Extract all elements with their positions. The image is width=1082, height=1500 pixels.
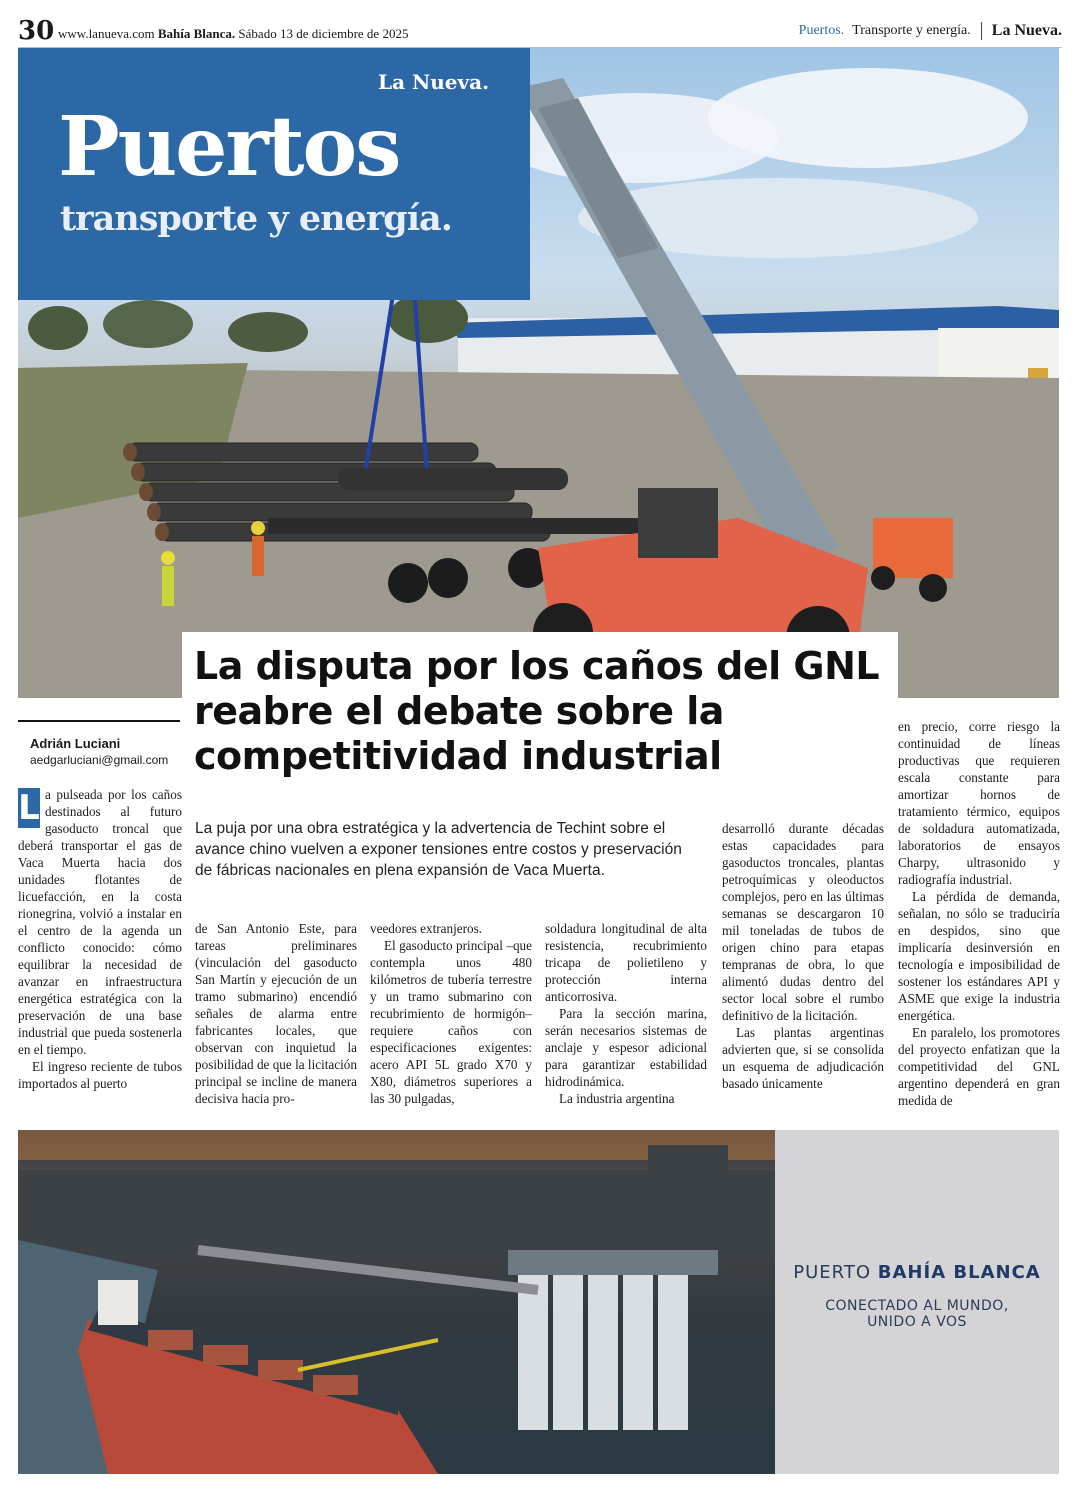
body-column-3 xyxy=(370,920,532,1107)
paragraph: Para la sección marina, serán necesarios sistemas de anclaje y espesor adicional para garantizar estabilidad hidrodinámica. xyxy=(545,1006,707,1089)
drop-cap: L xyxy=(18,788,40,828)
section-label xyxy=(799,22,1062,40)
page-number: 30 xyxy=(18,16,55,46)
paragraph: En paralelo, los promotores del proyecto enfatizan que la competitividad del GNL argentino dependerá en gran medida de xyxy=(898,1025,1060,1108)
city: Bahía Blanca. xyxy=(157,26,236,41)
paragraph: veedores extranjeros. xyxy=(370,921,483,936)
author-email[interactable]: aedgarluciani@gmail.com xyxy=(30,753,169,767)
paragraph: El gasoducto principal –que contempla unos 480 kilómetros de tubería terrestre y un tramo submarino con recubrimiento de hormigón– requiere caños con especificaciones exigentes: acero API 5L grado X70 y X80, diámetros superiores a las 30 pulgadas, xyxy=(370,938,532,1106)
header-divider xyxy=(981,22,982,40)
paragraph: La industria argentina xyxy=(559,1091,675,1106)
ad-title xyxy=(775,1262,1059,1283)
ad-port-illustration xyxy=(18,1130,775,1474)
date: Sábado 13 de diciembre de 2025 xyxy=(238,26,409,41)
section-name: Puertos. xyxy=(798,23,845,38)
ad-tagline-line-2: UNIDO A VOS xyxy=(867,1314,967,1330)
ad-photo[interactable] xyxy=(18,1130,775,1474)
article-headline: La disputa por los caños del GNL reabre el debate sobre la competitividad industrial xyxy=(194,644,880,778)
masthead-brand: La Nueva. xyxy=(378,70,490,94)
page-header xyxy=(18,16,1062,48)
headline-box xyxy=(182,632,898,802)
paragraph: La pérdida de demanda, señalan, no sólo se traduciría en despidos, sino que implicaría desinversión en tecnología e imposibilidad de sostener los estándares API y ASME que exige la industria energética. xyxy=(898,889,1060,1023)
ad-tagline xyxy=(805,1298,1029,1330)
masthead-title: Puertos xyxy=(58,99,400,195)
body-column-2 xyxy=(195,920,357,1107)
ad-panel[interactable] xyxy=(775,1130,1059,1474)
ad-title-bold: BAHÍA BLANCA xyxy=(877,1262,1041,1283)
paragraph: Las plantas argentinas advierten que, si se consolida un esquema de adjudicación basado únicamente xyxy=(722,1025,884,1091)
header-meta xyxy=(58,26,408,42)
body-column-6 xyxy=(898,718,1060,1109)
subsection-name: Transporte y energía. xyxy=(852,23,971,38)
ad-tagline-line-1: CONECTADO AL MUNDO, xyxy=(825,1298,1009,1314)
paragraph: soldadura longitudinal de alta resistencia, recubrimiento tricapa de polietileno y protección interna anticorrosiva. xyxy=(545,921,707,1004)
paragraph: El ingreso reciente de tubos importados al puerto xyxy=(18,1059,182,1091)
body-column-5 xyxy=(722,820,884,1092)
paragraph: en precio, corre riesgo la continuidad de líneas productivas que requieren escala constante para amortizar hornos de tratamiento térmico, equipos de soldadura automatizada, laboratorios de ensayos Charpy, ultrasonido y radiografía industrial. xyxy=(898,719,1060,887)
byline-rule xyxy=(18,720,180,722)
site-url[interactable]: www.lanueva.com xyxy=(58,26,155,41)
paragraph: desarrolló durante décadas estas capacidades para gasoductos troncales, plantas petroquímicas y oleoductos complejos, pero en las últimas semanas se descargaron 10 mil toneladas de tubos de origen chino para etapas tempranas de obra, lo que alimentó dudas dentro del sector local sobre el rumbo definitivo de la licitación. xyxy=(722,821,884,1023)
body-column-1 xyxy=(18,786,182,1092)
section-masthead xyxy=(18,48,530,300)
header-brand: La Nueva. xyxy=(991,22,1062,39)
body-column-4 xyxy=(545,920,707,1107)
article-summary: La puja por una obra estratégica y la advertencia de Techint sobre el avance chino vuelven a exponer tensiones entre costos y preservación de fábricas nacionales en plena expansión de Vaca Muerta. xyxy=(195,820,682,879)
paragraph: de San Antonio Este, para tareas preliminares (vinculación del gasoducto San Martín y ejecución de un tramo submarino) encendió señales de alarma entre fabricantes locales, que observan con inquietud la posibilidad de que la licitación principal se incline de manera decisiva hacia pro- xyxy=(195,921,357,1106)
lead-paragraph: L a pulseada por los caños destinados al futuro gasoducto troncal que deberá transportar el gas de Vaca Muerta hacia dos unidades flotantes de licuefacción, en la costa rionegrina, volvió a instalar en el centro de la agenda un conflicto conocido: cómo equilibrar la necesidad de avanzar en infraestructura energética estratégica con la preservación de una base industrial que pueda sostenerla en el tiempo. xyxy=(18,787,182,1057)
masthead-subtitle: transporte y energía. xyxy=(60,198,452,239)
author-name: Adrián Luciani xyxy=(30,736,121,751)
ad-title-light: PUERTO xyxy=(793,1262,872,1283)
